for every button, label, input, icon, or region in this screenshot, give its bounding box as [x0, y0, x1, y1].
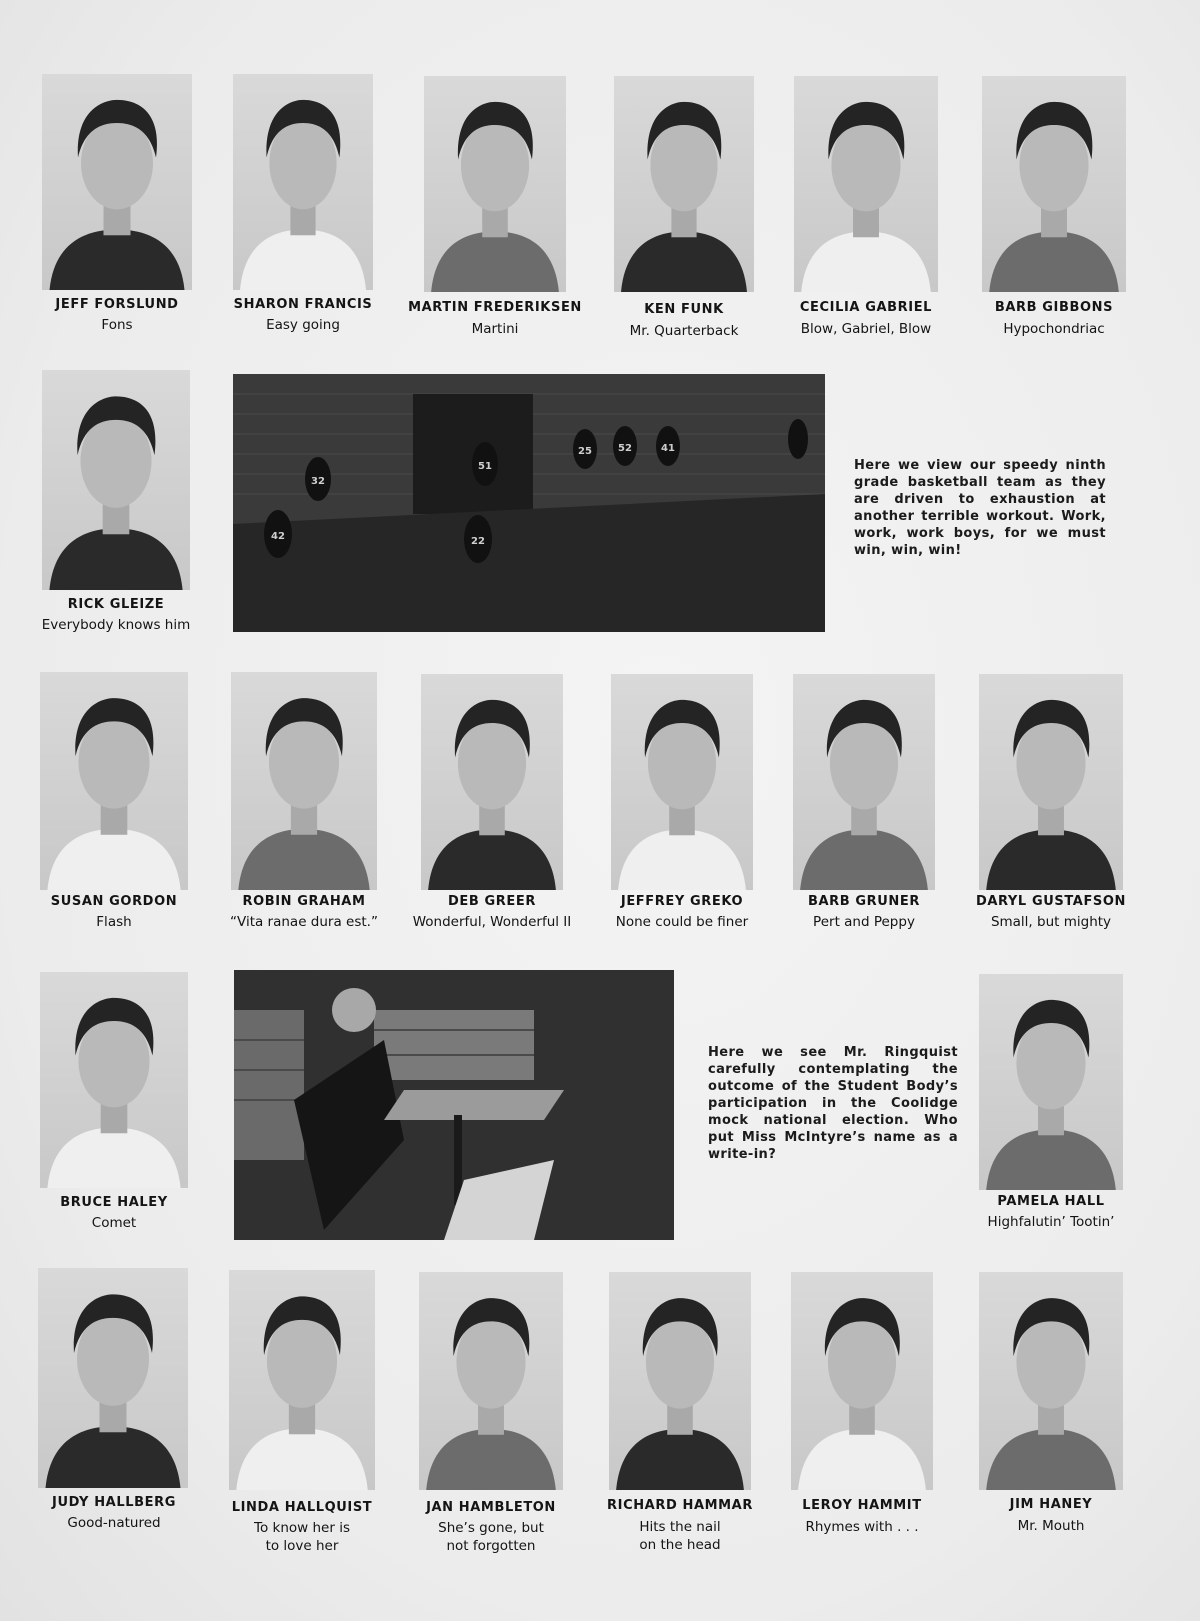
student-nickname: Rhymes with . . .	[805, 1519, 919, 1535]
student-nickname: Blow, Gabriel, Blow	[800, 321, 932, 337]
portrait-photo	[979, 974, 1123, 1190]
student-judy-hallberg	[38, 1268, 188, 1488]
student-name: LINDA HALLQUIST	[231, 1500, 373, 1515]
portrait-photo	[42, 74, 192, 290]
portrait-clothing	[986, 830, 1116, 890]
portrait-silhouette	[982, 76, 1126, 292]
portrait-silhouette	[233, 74, 373, 290]
student-nickname: Flash	[96, 914, 132, 930]
portrait-silhouette	[229, 1270, 375, 1490]
student-name: JEFFREY GREKO	[620, 894, 744, 909]
portrait-clothing	[801, 232, 931, 292]
student-nickname: Highfalutin’ Tootin’	[987, 1214, 1115, 1230]
jersey-number: 51	[478, 461, 492, 472]
student-rick-gleize	[42, 370, 190, 590]
portrait-silhouette	[979, 1272, 1123, 1490]
portrait-photo	[421, 674, 563, 890]
basketball-scene-drawing	[233, 374, 825, 632]
student-nickname: Hits the nail	[639, 1519, 721, 1535]
portrait-photo	[42, 370, 190, 590]
basketball-team-photo	[233, 374, 825, 632]
student-nickname-line2: not forgotten	[446, 1538, 536, 1554]
portrait-silhouette	[42, 74, 192, 290]
student-name: PAMELA HALL	[997, 1194, 1105, 1209]
basketball-caption: Here we view our speedy ninth grade basketball team as they are driven to exhaustion at another terrible workout. Work, work, work boys, for we must win, win, win!	[854, 458, 1106, 558]
student-jan-hambleton	[419, 1272, 563, 1490]
student-nickname: Easy going	[266, 317, 340, 333]
student-leroy-hammit	[791, 1272, 933, 1490]
student-name: SUSAN GORDON	[50, 894, 178, 909]
portrait-clothing	[986, 1130, 1116, 1190]
portrait-photo	[614, 76, 754, 292]
student-richard-hammar	[609, 1272, 751, 1490]
student-nickname: Everybody knows him	[41, 617, 191, 633]
portrait-clothing	[47, 829, 180, 890]
ringquist-scene-drawing	[234, 970, 674, 1240]
student-martin-frederiksen	[424, 76, 566, 292]
student-name: BARB GIBBONS	[994, 300, 1114, 315]
portrait-silhouette	[794, 76, 938, 292]
portrait-silhouette	[614, 76, 754, 292]
portrait-clothing	[428, 830, 556, 890]
jersey-number: 41	[661, 443, 675, 454]
portrait-silhouette	[231, 672, 377, 890]
portrait-photo	[979, 674, 1123, 890]
portrait-clothing	[989, 232, 1119, 292]
student-barb-gibbons	[982, 76, 1126, 292]
jersey-number: 42	[271, 531, 285, 542]
portrait-clothing	[431, 232, 559, 292]
student-nickname: Pert and Peppy	[813, 914, 915, 930]
student-name: JIM HANEY	[1009, 1497, 1093, 1512]
portrait-clothing	[618, 830, 746, 890]
student-name: RICHARD HAMMAR	[607, 1498, 753, 1513]
portrait-photo	[229, 1270, 375, 1490]
student-sharon-francis	[233, 74, 373, 290]
portrait-clothing	[240, 230, 366, 290]
portrait-silhouette	[979, 974, 1123, 1190]
portrait-silhouette	[609, 1272, 751, 1490]
portrait-silhouette	[979, 674, 1123, 890]
student-name: ROBIN GRAHAM	[242, 894, 366, 909]
portrait-clothing	[616, 1429, 744, 1490]
portrait-photo	[793, 674, 935, 890]
student-jim-haney	[979, 1272, 1123, 1490]
portrait-clothing	[236, 1428, 367, 1490]
jersey-number: 25	[578, 446, 592, 457]
portrait-photo	[38, 1268, 188, 1488]
student-nickname: Fons	[101, 317, 133, 333]
portrait-silhouette	[793, 674, 935, 890]
portrait-silhouette	[42, 370, 190, 590]
portrait-silhouette	[611, 674, 753, 890]
student-name: DEB GREER	[448, 894, 536, 909]
student-nickname-line2: to love her	[265, 1538, 339, 1554]
portrait-photo	[40, 972, 188, 1188]
portrait-silhouette	[40, 672, 188, 890]
portrait-clothing	[46, 1426, 181, 1488]
student-nickname: Good-natured	[67, 1515, 161, 1531]
student-nickname: She’s gone, but	[438, 1520, 544, 1536]
student-nickname: Mr. Quarterback	[629, 323, 739, 339]
portrait-photo	[424, 76, 566, 292]
student-name: RICK GLEIZE	[67, 597, 165, 612]
student-deb-greer	[421, 674, 563, 890]
jersey-number: 32	[311, 476, 325, 487]
student-nickname-line2: on the head	[639, 1537, 721, 1553]
ringquist-caption: Here we see Mr. Ringquist carefully contemplating the outcome of the Student Body’s participation in the Coolidge mock national election. Who put Miss McIntyre’s name as a write-in?	[708, 1045, 958, 1162]
student-nickname: To know her is	[254, 1520, 350, 1536]
student-name: MARTIN FREDERIKSEN	[408, 300, 582, 315]
jersey-number: 22	[471, 536, 485, 547]
portrait-photo	[233, 74, 373, 290]
student-susan-gordon	[40, 672, 188, 890]
student-name: LEROY HAMMIT	[802, 1498, 922, 1513]
student-nickname: Comet	[91, 1215, 137, 1231]
portrait-silhouette	[38, 1268, 188, 1488]
student-name: JAN HAMBLETON	[426, 1500, 556, 1515]
student-nickname: Small, but mighty	[990, 914, 1112, 930]
portrait-photo	[794, 76, 938, 292]
portrait-clothing	[47, 1128, 180, 1188]
portrait-photo	[982, 76, 1126, 292]
portrait-photo	[609, 1272, 751, 1490]
student-jeffrey-greko	[611, 674, 753, 890]
student-nickname: Wonderful, Wonderful II	[412, 914, 572, 930]
portrait-photo	[611, 674, 753, 890]
student-bruce-haley	[40, 972, 188, 1188]
student-jeff-forslund	[42, 74, 192, 290]
portrait-clothing	[798, 1429, 926, 1490]
student-nickname: None could be finer	[615, 914, 749, 930]
portrait-photo	[979, 1272, 1123, 1490]
portrait-silhouette	[424, 76, 566, 292]
portrait-silhouette	[421, 674, 563, 890]
student-name: KEN FUNK	[644, 302, 724, 317]
student-name: JEFF FORSLUND	[55, 297, 179, 312]
student-name: SHARON FRANCIS	[233, 297, 373, 312]
portrait-photo	[791, 1272, 933, 1490]
student-cecilia-gabriel	[794, 76, 938, 292]
student-linda-hallquist	[229, 1270, 375, 1490]
ringquist-photo	[234, 970, 674, 1240]
student-name: JUDY HALLBERG	[52, 1495, 176, 1510]
student-nickname: Martini	[471, 321, 519, 337]
jersey-number: 52	[618, 443, 632, 454]
portrait-silhouette	[791, 1272, 933, 1490]
student-name: BRUCE HALEY	[60, 1195, 168, 1210]
portrait-photo	[40, 672, 188, 890]
student-nickname: “Vita ranae dura est.”	[230, 914, 378, 930]
student-nickname: Hypochondriac	[1003, 321, 1105, 337]
student-name: DARYL GUSTAFSON	[975, 894, 1127, 909]
portrait-clothing	[49, 528, 182, 590]
student-name: CECILIA GABRIEL	[799, 300, 933, 315]
portrait-clothing	[800, 830, 928, 890]
portrait-clothing	[621, 232, 747, 292]
portrait-silhouette	[40, 972, 188, 1188]
portrait-silhouette	[419, 1272, 563, 1490]
student-ken-funk	[614, 76, 754, 292]
portrait-clothing	[50, 230, 185, 290]
portrait-photo	[231, 672, 377, 890]
portrait-clothing	[986, 1429, 1116, 1490]
student-name: BARB GRUNER	[807, 894, 921, 909]
student-daryl-gustafson	[979, 674, 1123, 890]
portrait-clothing	[238, 829, 369, 890]
student-barb-gruner	[793, 674, 935, 890]
student-nickname: Mr. Mouth	[1017, 1518, 1085, 1534]
portrait-clothing	[426, 1429, 556, 1490]
portrait-photo	[419, 1272, 563, 1490]
student-robin-graham	[231, 672, 377, 890]
student-pamela-hall	[979, 974, 1123, 1190]
